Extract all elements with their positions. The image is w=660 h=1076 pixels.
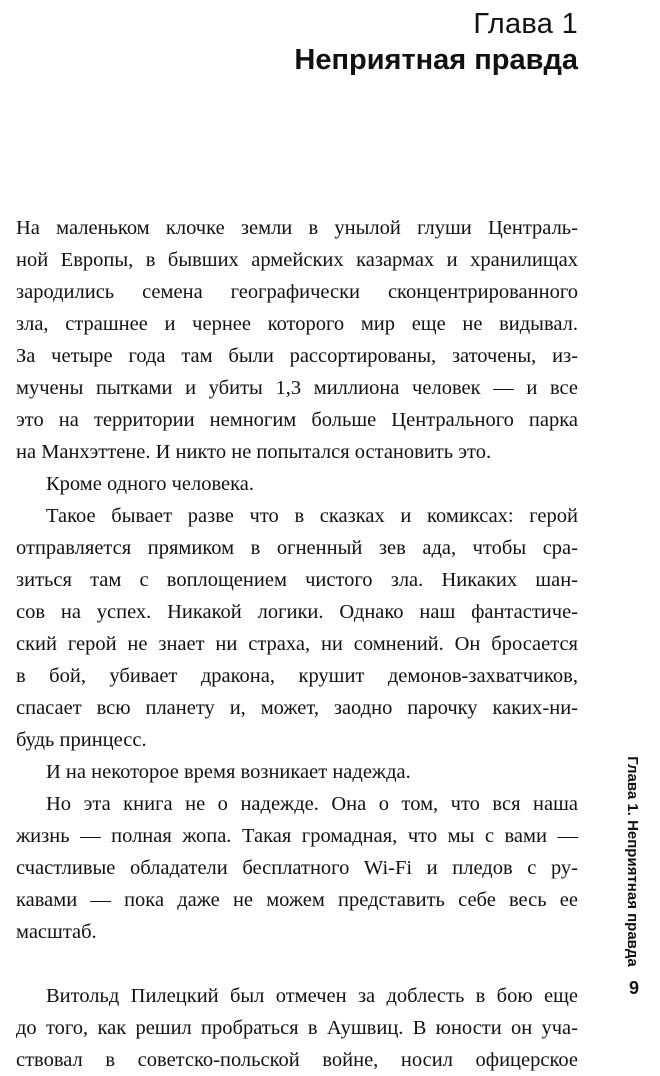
- text-line: спасает всю планету и, может, заодно парочку каких-ни-: [16, 697, 578, 719]
- text-line: масштаб.: [16, 921, 97, 943]
- text-line: ский герой не знает ни страха, ни сомнений. Он бросается: [16, 633, 578, 655]
- text-line: зародились семена географически сконцентрированного: [16, 281, 578, 303]
- text-line: Кроме одного человека.: [46, 473, 254, 495]
- text-line: будь принцесс.: [16, 729, 147, 751]
- text-line: кавами — пока даже не можем представить себе весь ее: [16, 889, 578, 911]
- text-line: отправляется прямиком в огненный зев ада, чтобы сра-: [16, 537, 578, 559]
- text-line: это на территории немногим больше Центрального парка: [16, 409, 578, 431]
- text-line: И на некоторое время возникает надежда.: [46, 761, 411, 783]
- text-line: сов на успех. Никакой логики. Однако наш фантастиче-: [16, 601, 578, 623]
- chapter-label: Глава 1: [473, 8, 578, 40]
- text-line: ной Европы, в бывших армейских казармах и хранилищах: [16, 249, 578, 271]
- chapter-title: Неприятная правда: [294, 44, 578, 76]
- page-number: 9: [628, 978, 639, 998]
- text-line: на Манхэттене. И никто не попытался остановить это.: [16, 441, 492, 463]
- text-line: ствовал в советско-польской войне, носил офицерское: [16, 1049, 578, 1071]
- text-line: зиться там с воплощением чистого зла. Никаких шан-: [16, 569, 578, 591]
- text-line: Но эта книга не о надежде. Она о том, что вся наша: [46, 793, 578, 815]
- text-line: счастливые обладатели бесплатного Wi-Fi и пледов с ру-: [16, 857, 578, 879]
- text-line: до того, как решил пробраться в Аушвиц. В юности он уча-: [16, 1017, 578, 1039]
- text-line: мучены пытками и убиты 1,3 миллиона человек — и все: [16, 377, 578, 399]
- text-line: Витольд Пилецкий был отмечен за доблесть в бою еще: [46, 985, 578, 1007]
- body-text: [16, 212, 578, 1076]
- text-line: зла, страшнее и чернее которого мир еще не видывал.: [16, 313, 578, 335]
- section-break: [16, 948, 578, 980]
- text-line: За четыре года там были рассортированы, заточены, из-: [16, 345, 578, 367]
- text-line: Такое бывает разве что в сказках и комиксах: герой: [46, 505, 578, 527]
- text-line: жизнь — полная жопа. Такая громадная, что мы с вами —: [16, 825, 578, 847]
- running-head-text: Глава 1. Неприятная правда: [623, 755, 641, 967]
- text-line: На маленьком клочке земли в унылой глуши Централь-: [16, 217, 578, 239]
- text-line: в бой, убивает дракона, крушит демонов-захватчиков,: [16, 665, 578, 687]
- running-head: [612, 756, 652, 966]
